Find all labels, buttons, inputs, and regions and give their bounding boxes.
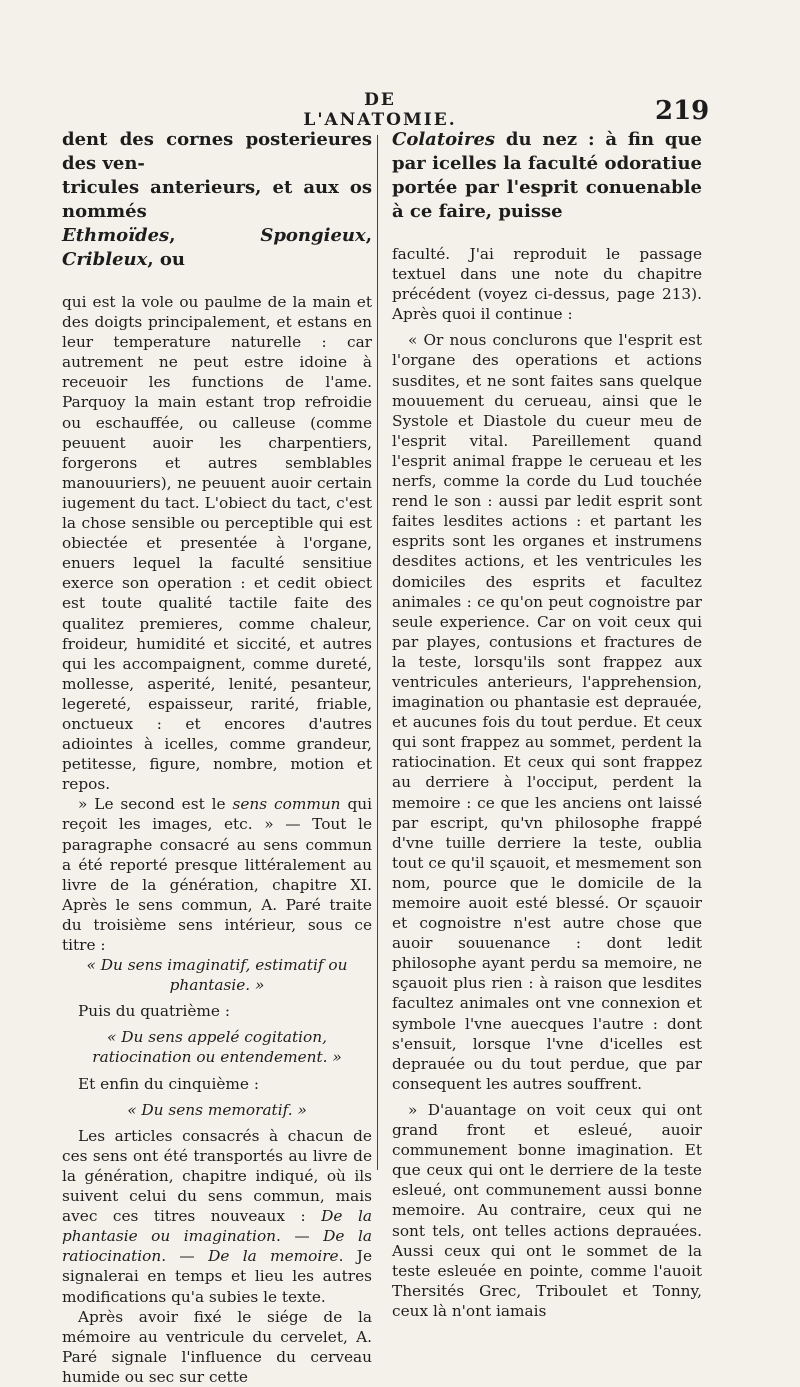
title-phantasie: De la phantasie ou imagination [62,1207,372,1246]
term-ethmoides: Ethmoïdes [62,225,170,246]
left-heading-line-2: tricules anterieurs, et aux os nommés [62,177,372,222]
text-run: » Le second est le [78,795,233,814]
title-ratiocination: De la ratiocination [62,1227,372,1266]
page-number: 219 [655,96,710,126]
left-paragraph-siege-memoire: Après avoir fixé le siége de la mémoire au ventricule du cervelet, A. Paré signale l'influence du cerveau humide ou sec sur cette [62,1307,372,1386]
quote-cogitation: « Du sens appelé cogitation, ratiocination ou entendement. » [92,1028,342,1067]
text-run: Les articles consacrés à chacun de ces sens ont été transportés au livre de la génération, chapitre indiqué, où ils suivent celui du sens commun, mais avec ces titres nouveaux : [62,1126,372,1226]
right-paragraph-front: » D'auantage on voit ceux qui ont grand front et esleué, auoir communement bonne imagination. Et que ceux qui ont le derriere de la teste esleué, ont communement aussi bonne memoire. Au contraire, ceux qui ne sont tels, ont telles actions deprauées. Aussi ceux qui ont le sommet de la teste esleuée en pointe, comme l'auoit Thersités Grec, Triboulet et Tonny, ceux là n'ont iamais [392,1100,702,1320]
left-heading-line-3 [62,224,372,272]
spacer [62,272,372,292]
sep-2: , [365,225,372,246]
sep-1: , [169,225,261,246]
text-run: . — [276,1227,324,1246]
right-paragraph-faculte: faculté. J'ai reproduit le passage textuel dans une note du chapitre précédent (voyez ci-dessus, page 213). Après quoi il continue : [392,245,702,324]
text-run: . Je signalerai en temps et lieu les autres modifications qu'a subies le texte. [62,1247,372,1306]
left-paragraph-quatrieme: Puis du quatrième : [78,1002,230,1021]
left-paragraph-articles [62,1126,372,1307]
column-divider [377,135,378,1170]
text-run: qui reçoit les images, etc. » — Tout le paragraphe consacré au sens commun a été reporté presque littéralement au livre de la génération, chapitre XI. Après le sens commun, A. Paré traite du troisième sens intérieur, sous ce titre : [62,795,373,954]
title-memoire: De la memoire [208,1247,339,1266]
left-column [62,128,372,1387]
quote-memoratif: « Du sens memoratif. » [127,1100,307,1119]
right-column [392,128,702,1321]
running-title: DE L'ANATOMIE. [303,90,457,130]
spacer [392,224,702,244]
term-colatoires: Colatoires [392,129,496,150]
text-run: du nez : à fin que par icelles la faculté odoratiue portée par l'esprit conuenable à ce faire, puisse [392,129,702,222]
left-paragraph-tact: qui est la vole ou paulme de la main et des doigts principalement, et estans en leur temperature naturelle : car autrement ne peut estre idoine à receuoir les functions de l'ame. Parquoy la main estant trop refroidie ou eschauffée, ou calleuse (comme peuuent auoir les charpentiers, forgerons et autres semblables manouuriers), ne peuuent auoir certain iugement du tact. L'obiect du tact, c'est la chose sensible ou perceptible qui est obiectée et presentée à l'organe, enuers lequel la faculté sensitiue exerce son operation : et cedit obiect est toute qualité tactile faite des qualitez premieres, comme chaleur, froideur, humidité et siccité, et autres qui les accompaignent, comme dureté, mollesse, asperité, lenité, pesanteur, legereté, espaisseur, rarité, friable, onctueux : et encores d'autres adiointes à icelles, comme grandeur, petitesse, figure, nombre, motion et repos. [62,293,372,794]
left-heading-line-1: dent des cornes posterieures des ven- [62,129,372,174]
term-sens-commun: sens commun [232,795,341,814]
term-cribleux: Cribleux [62,249,148,270]
left-paragraph-sens-commun [62,794,372,955]
term-spongieux: Spongieux [260,225,366,246]
right-paragraph-esprit: « Or nous conclurons que l'esprit est l'organe des operations et actions susdites, et ne sont faites sans quelque mouuement du cerueau, ainsi que le Systole et Diastole du cueur meu de l'esprit vital. Pareillement quand l'esprit animal frappe le cerueau et les nerfs, comme la corde du Lud touchée rend le son : aussi par ledit esprit sont faites lesdites actions : et partant les esprits sont les organes et instrumens desdites actions, et les ventricules les domiciles des esprits et facultez animales : ce qu'on peut cognoistre par seule experience. Car on voit ceux qui par playes, contusions et fractures de la teste, lorsqu'ils sont frappez aux ventricules anterieurs, l'apprehension, imagination ou phantasie est deprauée, et aucunes fois du tout perdue. Et ceux qui sont frappez au sommet, perdent la ratiocination. Et ceux qui sont frappez au derriere à l'occiput, perdent la memoire : ce que les anciens ont laissé par escript, qu'vn philosophe frappé d'vne tuille derriere la teste, oublia tout ce qu'il sçauoit, et mesmement son nom, pource que le domicile de la memoire auoit esté blessé. Or sçauoir et cognoistre n'est autre chose que auoir souuenance : dont ledit philosophe ayant perdu sa memoire, ne sçauoit plus rien : à raison que lesdites facultez animales ont vne connexion et symbole l'vne auecques l'autre : dont s'ensuit, lorsque l'vne d'icelles est deprauée ou du tout perdue, que par consequent les autres souffrent. [392,331,702,1093]
quote-imaginatif: « Du sens imaginatif, estimatif ou phantasie. » [86,956,348,995]
heading-tail: , ou [147,249,185,270]
right-heading [392,128,702,224]
left-paragraph-cinquieme: Et enfin du cinquième : [78,1074,259,1093]
text-run: . — [161,1247,209,1266]
